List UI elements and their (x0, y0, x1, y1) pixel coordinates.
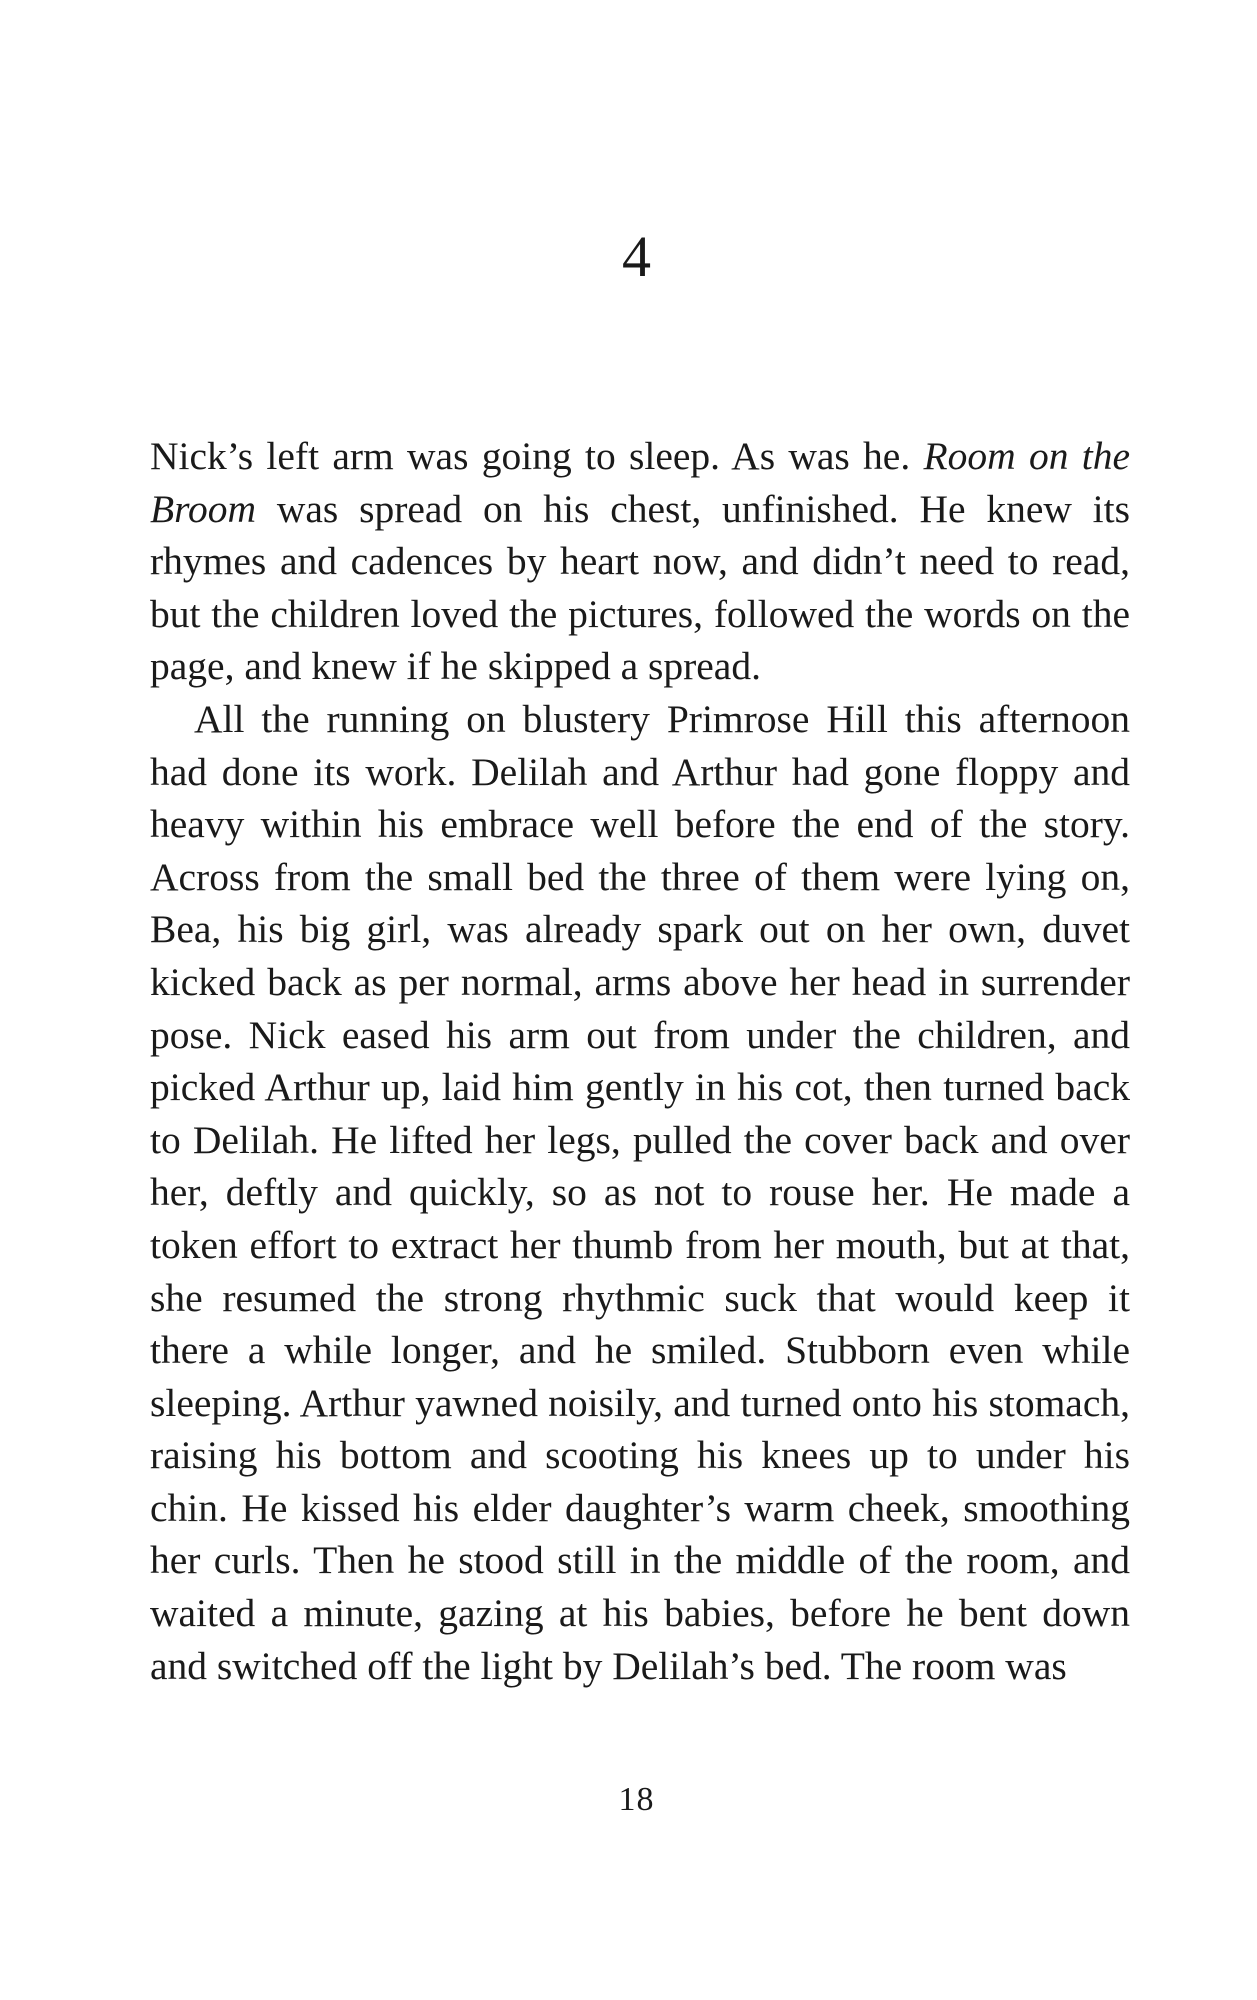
paragraph-1-rest: was spread on his chest, unfinished. He knew its rhymes and cadences by heart now, and didn’t need to read, but the children loved the pictures, followed the words on the page, and knew if he skipped a spread. (150, 486, 1130, 689)
page-number: 18 (618, 1781, 655, 1818)
body-text (150, 430, 1130, 1692)
paragraph-2: All the running on blustery Primrose Hill this afternoon had done its work. Delilah and Arthur had gone floppy and heavy within his embrace well before the end of the story. Across from the small bed the three of them were lying on, Bea, his big girl, was already spark out on her own, duvet kicked back as per normal, arms above her head in surrender pose. Nick eased his arm out from under the children, and picked Arthur up, laid him gently in his cot, then turned back to Delilah. He lifted her legs, pulled the cover back and over her, deftly and quickly, so as not to rouse her. He made a token effort to extract her thumb from her mouth, but at that, she resumed the strong rhythmic suck that would keep it there a while longer, and he smiled. Stubborn even while sleeping. Arthur yawned noisily, and turned onto his stomach, raising his bottom and scooting his knees up to under his chin. He kissed his elder daughter’s warm cheek, smoothing her curls. Then he stood still in the middle of the room, and waited a minute, gazing at his babies, before he bent down and switched off the light by Delilah’s bed. The room was (150, 696, 1130, 1688)
chapter-number: 4 (622, 224, 651, 289)
paragraph-1-lead: Nick’s left arm was going to sleep. As was he. (150, 434, 924, 478)
book-title: Room on the Broom (150, 434, 1130, 531)
paragraph-1 (150, 430, 1130, 693)
